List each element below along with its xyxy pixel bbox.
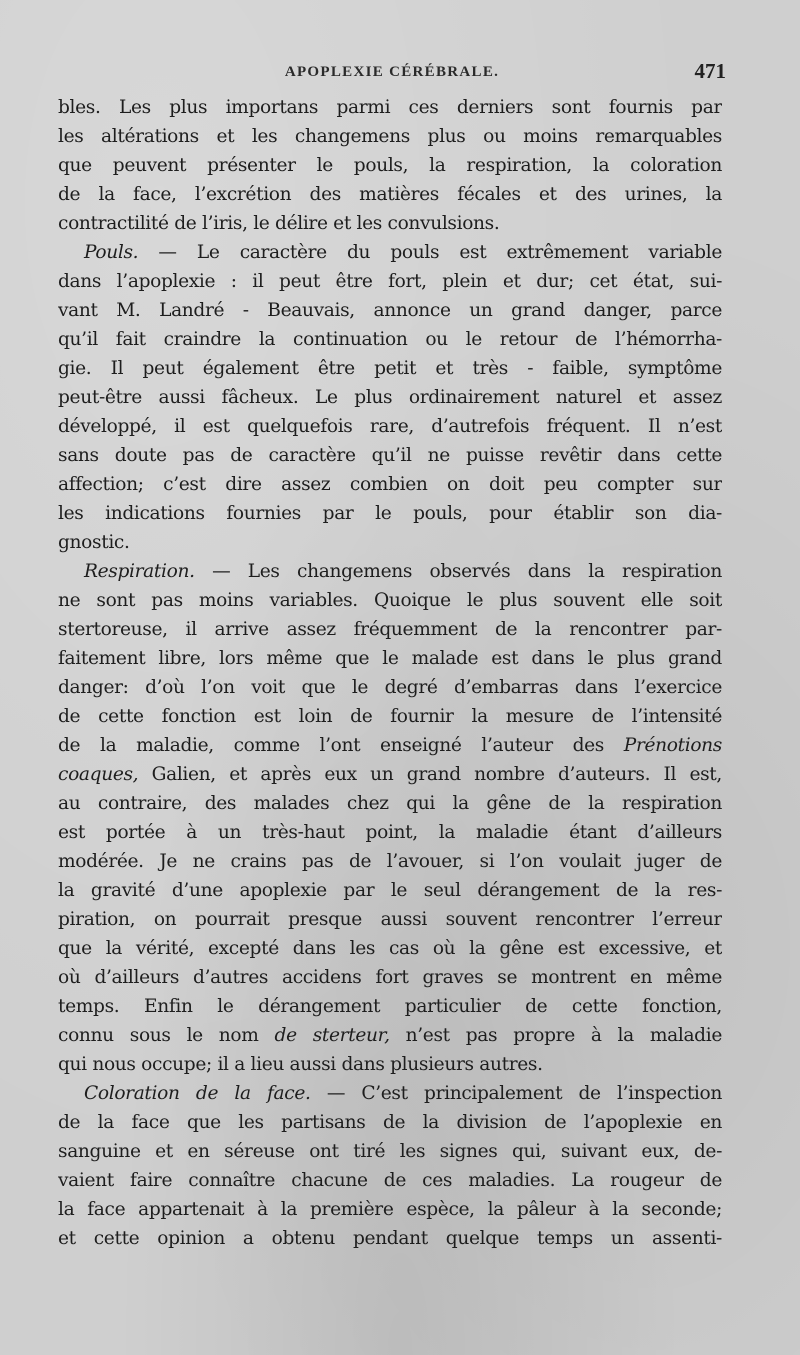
text-segment: gie. Il peut également être petit et très - faible, symptôme bbox=[58, 358, 722, 379]
text-segment: sans doute pas de caractère qu’il ne puisse revêtir dans cette bbox=[58, 445, 722, 466]
running-title: APOPLEXIE CÉRÉBRALE. bbox=[284, 64, 500, 80]
text-segment: où d’ailleurs d’autres accidens fort graves se montrent en même bbox=[58, 967, 722, 988]
text-line bbox=[58, 992, 722, 1021]
text-segment: qui nous occupe; il a lieu aussi dans plusieurs autres. bbox=[58, 1054, 543, 1075]
text-line bbox=[58, 847, 722, 876]
text-segment: et cette opinion a obtenu pendant quelque temps un assenti- bbox=[58, 1228, 722, 1249]
text-segment: les altérations et les changemens plus ou moins remarquables bbox=[58, 126, 722, 147]
text-line bbox=[58, 122, 722, 151]
text-segment: piration, on pourrait presque aussi souvent rencontrer l’erreur bbox=[58, 909, 722, 930]
text-line bbox=[58, 1050, 722, 1079]
italic-segment: Coloration de la face. bbox=[84, 1083, 311, 1104]
page-number: 471 bbox=[694, 59, 726, 83]
text-segment: au contraire, des malades chez qui la gêne de la respiration bbox=[58, 793, 722, 814]
text-line bbox=[58, 180, 722, 209]
text-line bbox=[58, 673, 722, 702]
text-segment: gnostic. bbox=[58, 532, 130, 553]
text-line bbox=[58, 586, 722, 615]
text-line bbox=[58, 1166, 722, 1195]
text-line bbox=[58, 760, 722, 789]
italic-segment: Respiration. bbox=[84, 561, 195, 582]
italic-segment: Pouls. bbox=[84, 242, 139, 263]
text-line bbox=[58, 615, 722, 644]
text-segment: de la face, l’excrétion des matières fécales et des urines, la bbox=[58, 184, 722, 205]
text-line bbox=[58, 1108, 722, 1137]
text-line bbox=[58, 934, 722, 963]
text-segment: que la vérité, excepté dans les cas où la gêne est excessive, et bbox=[58, 938, 722, 959]
text-segment: Galien, et après eux un grand nombre d’auteurs. Il est, bbox=[138, 764, 722, 785]
running-head bbox=[58, 59, 726, 88]
text-line bbox=[58, 731, 722, 760]
text-line bbox=[58, 702, 722, 731]
text-segment: la face appartenait à la première espèce, la pâleur à la seconde; bbox=[58, 1199, 722, 1220]
text-line bbox=[58, 644, 722, 673]
text-segment: temps. Enfin le dérangement particulier de cette fonction, bbox=[58, 996, 722, 1017]
text-line bbox=[58, 499, 722, 528]
text-line bbox=[58, 238, 722, 267]
text-segment: ne sont pas moins variables. Quoique le plus souvent elle soit bbox=[58, 590, 722, 611]
text-segment: dans l’apoplexie : il peut être fort, plein et dur; cet état, sui- bbox=[58, 271, 722, 292]
text-segment: peut-être aussi fâcheux. Le plus ordinairement naturel et assez bbox=[58, 387, 722, 408]
text-segment: n’est pas propre à la maladie bbox=[389, 1025, 722, 1046]
text-line bbox=[58, 151, 722, 180]
text-segment: vaient faire connaître chacune de ces maladies. La rougeur de bbox=[58, 1170, 722, 1191]
italic-segment: de sterteur, bbox=[274, 1025, 390, 1046]
text-line bbox=[58, 1224, 722, 1253]
text-segment: modérée. Je ne crains pas de l’avouer, si l’on voulait juger de bbox=[58, 851, 722, 872]
text-line bbox=[58, 267, 722, 296]
text-segment: de la face que les partisans de la division de l’apoplexie en bbox=[58, 1112, 722, 1133]
text-line bbox=[58, 818, 722, 847]
text-line bbox=[58, 1079, 722, 1108]
text-segment: stertoreuse, il arrive assez fréquemment de la rencontrer par- bbox=[58, 619, 722, 640]
text-line bbox=[58, 876, 722, 905]
text-segment: qu’il fait craindre la continuation ou le retour de l’hémorrha- bbox=[58, 329, 722, 350]
text-segment: bles. Les plus importans parmi ces derniers sont fournis par bbox=[58, 97, 722, 118]
text-line bbox=[58, 354, 722, 383]
italic-segment: Prénotions bbox=[623, 735, 722, 756]
text-segment: la gravité d’une apoplexie par le seul dérangement de la res- bbox=[58, 880, 722, 901]
text-segment: de la maladie, comme l’ont enseigné l’auteur des bbox=[58, 735, 624, 756]
text-segment: développé, il est quelquefois rare, d’autrefois fréquent. Il n’est bbox=[58, 416, 722, 437]
text-line bbox=[58, 557, 722, 586]
text-line bbox=[58, 209, 722, 238]
text-segment: affection; c’est dire assez combien on doit peu compter sur bbox=[58, 474, 722, 495]
text-segment: que peuvent présenter le pouls, la respiration, la coloration bbox=[58, 155, 722, 176]
text-segment: contractilité de l’iris, le délire et les convulsions. bbox=[58, 213, 500, 234]
text-line bbox=[58, 963, 722, 992]
text-segment: — Les changemens observés dans la respiration bbox=[194, 561, 722, 582]
text-line bbox=[58, 441, 722, 470]
text-line bbox=[58, 383, 722, 412]
text-line bbox=[58, 93, 722, 122]
text-line bbox=[58, 905, 722, 934]
text-segment: faitement libre, lors même que le malade est dans le plus grand bbox=[58, 648, 722, 669]
italic-segment: coaques, bbox=[58, 764, 139, 785]
text-line bbox=[58, 1021, 722, 1050]
text-segment: les indications fournies par le pouls, pour établir son dia- bbox=[58, 503, 722, 524]
text-line bbox=[58, 1137, 722, 1166]
text-line bbox=[58, 296, 722, 325]
text-segment: — Le caractère du pouls est extrêmement variable bbox=[138, 242, 722, 263]
text-line bbox=[58, 325, 722, 354]
text-segment: sanguine et en séreuse ont tiré les signes qui, suivant eux, de- bbox=[58, 1141, 722, 1162]
text-segment: — C’est principalement de l’inspection bbox=[310, 1083, 722, 1104]
text-segment: connu sous le nom bbox=[58, 1025, 275, 1046]
text-line bbox=[58, 412, 722, 441]
text-segment: danger: d’où l’on voit que le degré d’embarras dans l’exercice bbox=[58, 677, 722, 698]
text-line bbox=[58, 1195, 722, 1224]
text-segment: de cette fonction est loin de fournir la mesure de l’intensité bbox=[58, 706, 722, 727]
text-segment: est portée à un très-haut point, la maladie étant d’ailleurs bbox=[58, 822, 722, 843]
body-text bbox=[58, 93, 722, 1253]
text-line bbox=[58, 528, 722, 557]
text-line bbox=[58, 470, 722, 499]
text-line bbox=[58, 789, 722, 818]
text-segment: vant M. Landré - Beauvais, annonce un grand danger, parce bbox=[58, 300, 722, 321]
